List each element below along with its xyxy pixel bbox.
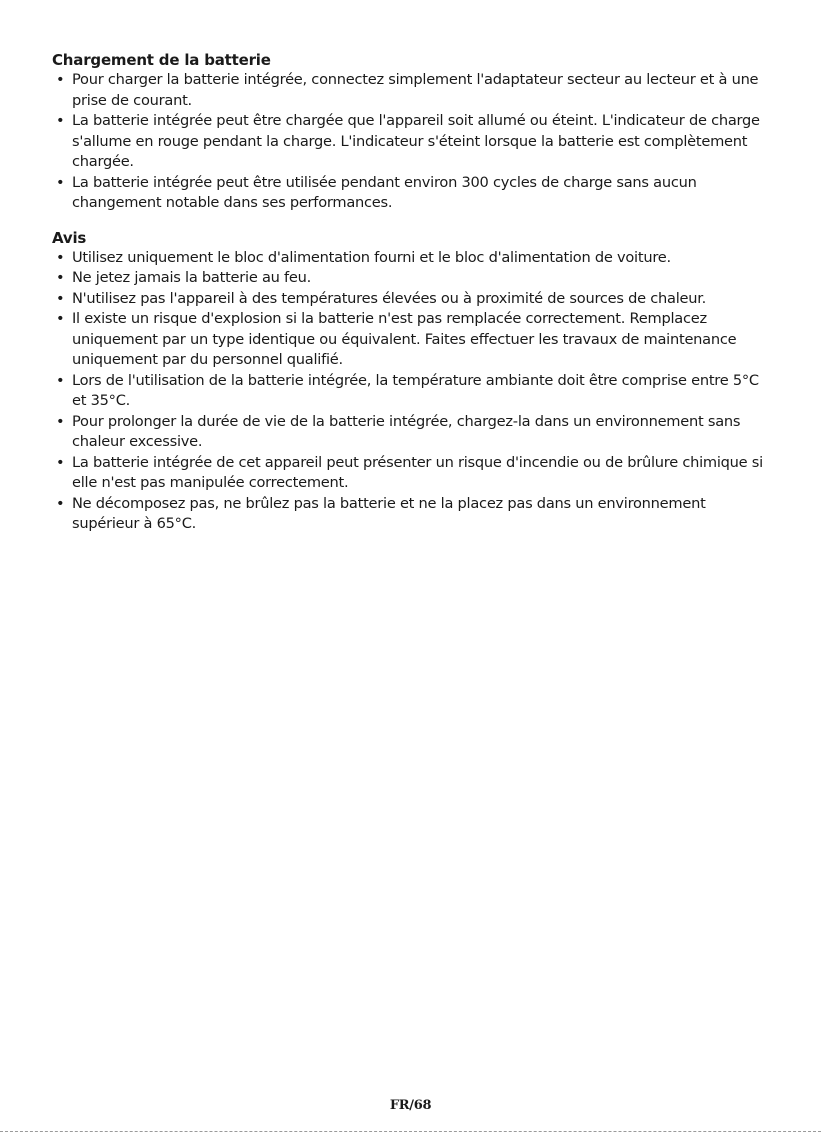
list-item: • La batterie intégrée de cet appareil peut présenter un risque d'incendie ou de brûlure chimique si elle n'est pas manipulée correctement. [52, 453, 770, 494]
list-item: • Ne jetez jamais la batterie au feu. [52, 268, 770, 289]
list-item: • Lors de l'utilisation de la batterie intégrée, la température ambiante doit être comprise entre 5°C et 35°C. [52, 371, 770, 412]
section-title-notice: Avis [52, 228, 87, 247]
section-title-charging: Chargement de la batterie [52, 51, 271, 69]
page-bottom-divider [0, 1131, 821, 1132]
list-item: • Utilisez uniquement le bloc d'alimentation fourni et le bloc d'alimentation de voiture. [52, 248, 770, 269]
document-body [52, 50, 770, 535]
list-item: • La batterie intégrée peut être chargée que l'appareil soit allumé ou éteint. L'indicateur de charge s'allume en rouge pendant la charge. L'indicateur s'éteint lorsque la batterie est complètement chargée. [52, 111, 770, 173]
list-item: • La batterie intégrée peut être utilisée pendant environ 300 cycles de charge sans aucun changement notable dans ses performances. [52, 173, 770, 214]
bullet-list-charging [52, 70, 770, 214]
page-number: FR/68 [389, 1098, 432, 1113]
list-item: • Il existe un risque d'explosion si la batterie n'est pas remplacée correctement. Remplacez uniquement par un type identique ou équivalent. Faites effectuer les travaux de maintenance uniquement par du personnel qualifié. [52, 309, 770, 371]
list-item: • Pour prolonger la durée de vie de la batterie intégrée, chargez-la dans un environnement sans chaleur excessive. [52, 412, 770, 453]
list-item: • Pour charger la batterie intégrée, connectez simplement l'adaptateur secteur au lecteur et à une prise de courant. [52, 70, 770, 111]
bullet-list-notice [52, 248, 770, 535]
section-spacer [52, 214, 770, 228]
list-item: • N'utilisez pas l'appareil à des températures élevées ou à proximité de sources de chaleur. [52, 289, 770, 310]
list-item: • Ne décomposez pas, ne brûlez pas la batterie et ne la placez pas dans un environnement supérieur à 65°C. [52, 494, 770, 535]
